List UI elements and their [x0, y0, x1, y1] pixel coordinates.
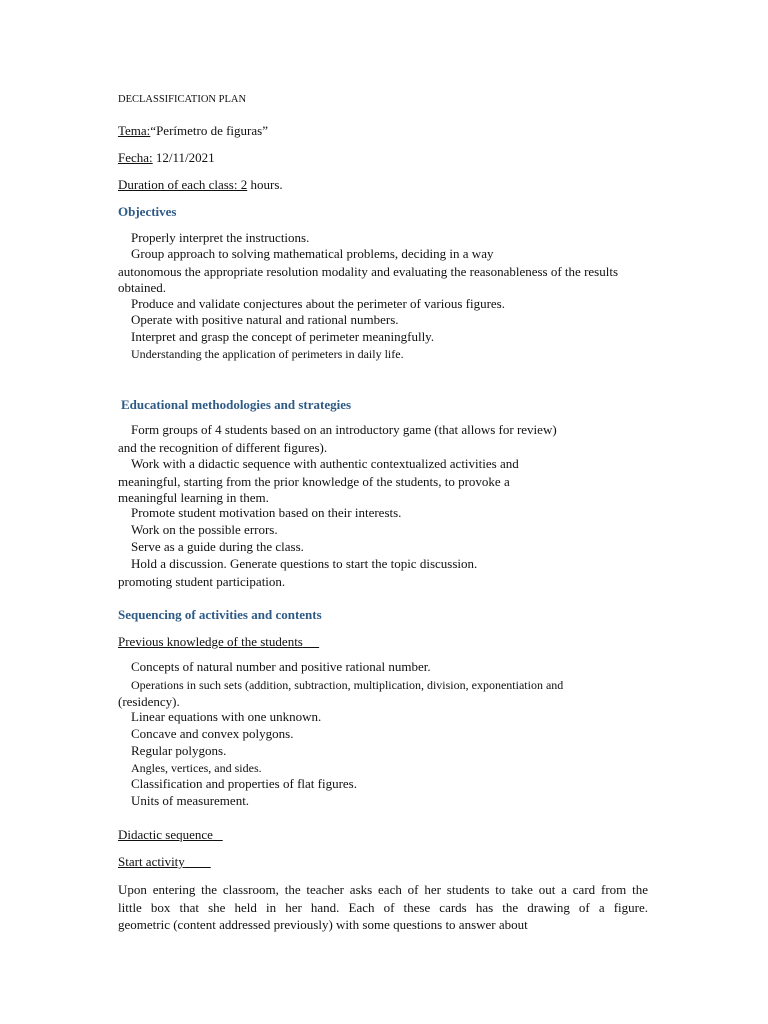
knowledge-text: Angles, vertices, and sides. — [131, 761, 262, 775]
method-item — [118, 422, 557, 438]
sequencing-heading: Sequencing of activities and contents — [118, 607, 322, 622]
method-item — [118, 505, 401, 521]
knowledge-text: Concepts of natural number and positive rational number. — [131, 659, 431, 674]
start-activity-label: Start activity — [118, 854, 185, 869]
previous-knowledge-label: Previous knowledge of the students — [118, 634, 303, 649]
knowledge-text: Regular polygons. — [131, 743, 227, 758]
method-item — [118, 556, 477, 572]
method-text: Promote student motivation based on their interests. — [131, 505, 402, 520]
knowledge-item — [118, 659, 431, 675]
methodologies-heading: Educational methodologies and strategies — [121, 397, 352, 412]
objective-continuation: autonomous the appropriate resolution modality and evaluating the reasonableness of the results — [118, 264, 619, 279]
start-paragraph-line: Upon entering the classroom, the teacher asks each of her students to take out a card from the — [118, 882, 648, 897]
tema-value: “Perímetro de figuras” — [150, 123, 268, 138]
duration-label: Duration of each class: 2 — [118, 177, 248, 192]
knowledge-item — [118, 776, 357, 792]
knowledge-item — [118, 760, 262, 776]
knowledge-text: Units of measurement. — [131, 793, 250, 808]
previous-knowledge-title — [118, 634, 319, 650]
knowledge-continuation: (residency). — [118, 694, 180, 709]
objective-continuation: obtained. — [118, 280, 167, 295]
knowledge-text: Classification and properties of flat figures. — [131, 776, 357, 791]
method-text: Work with a didactic sequence with authentic contextualized activities and — [131, 456, 519, 471]
objective-item — [118, 246, 493, 262]
start-activity-title — [118, 854, 211, 870]
method-item — [118, 456, 519, 472]
objective-item — [118, 346, 404, 362]
method-continuation: and the recognition of different figures). — [118, 440, 328, 455]
method-continuation: meaningful, starting from the prior knowledge of the students, to provoke a — [118, 474, 510, 489]
start-paragraph-line: little box that she held in her hand. Each of these cards has the drawing of a figure. — [118, 900, 648, 915]
method-item — [118, 539, 304, 555]
knowledge-text: Operations in such sets (addition, subtraction, multiplication, division, exponentiation and — [131, 678, 564, 692]
knowledge-item — [118, 726, 293, 742]
knowledge-item — [118, 709, 321, 725]
underline-tail — [213, 827, 223, 842]
underline-tail — [185, 854, 211, 869]
objectives-heading: Objectives — [118, 204, 177, 219]
method-continuation: promoting student participation. — [118, 574, 286, 589]
fecha-line — [118, 150, 215, 166]
knowledge-item — [118, 677, 563, 693]
duration-value: hours. — [247, 177, 283, 192]
start-paragraph-line: geometric (content addressed previously) with some questions to answer about — [118, 917, 528, 932]
method-item — [118, 522, 278, 538]
method-text: Hold a discussion. Generate questions to start the topic discussion. — [131, 556, 478, 571]
objective-text: Properly interpret the instructions. — [131, 230, 310, 245]
objective-item — [118, 230, 309, 246]
method-text: Work on the possible errors. — [131, 522, 278, 537]
didactic-sequence-label: Didactic sequence — [118, 827, 213, 842]
knowledge-item — [118, 793, 249, 809]
objective-text: Produce and validate conjectures about the perimeter of various figures. — [131, 296, 505, 311]
objective-text: Understanding the application of perimeters in daily life. — [131, 347, 404, 361]
knowledge-text: Linear equations with one unknown. — [131, 709, 322, 724]
objective-item — [118, 329, 434, 345]
tema-line — [118, 123, 268, 139]
tema-label: Tema: — [118, 123, 151, 138]
objective-item — [118, 296, 505, 312]
objective-item — [118, 312, 399, 328]
fecha-label: Fecha: — [118, 150, 153, 165]
objective-text: Group approach to solving mathematical problems, deciding in a way — [131, 246, 494, 261]
knowledge-item — [118, 743, 226, 759]
objective-text: Interpret and grasp the concept of perimeter meaningfully. — [131, 329, 435, 344]
duration-line — [118, 177, 283, 193]
document-title: DECLASSIFICATION PLAN — [118, 94, 247, 105]
fecha-value: 12/11/2021 — [152, 150, 215, 165]
method-continuation: meaningful learning in them. — [118, 490, 269, 505]
didactic-sequence-title — [118, 827, 223, 843]
method-text: Form groups of 4 students based on an introductory game (that allows for review) — [131, 422, 557, 437]
knowledge-text: Concave and convex polygons. — [131, 726, 294, 741]
method-text: Serve as a guide during the class. — [131, 539, 304, 554]
objective-text: Operate with positive natural and rational numbers. — [131, 312, 399, 327]
underline-tail — [303, 634, 319, 649]
